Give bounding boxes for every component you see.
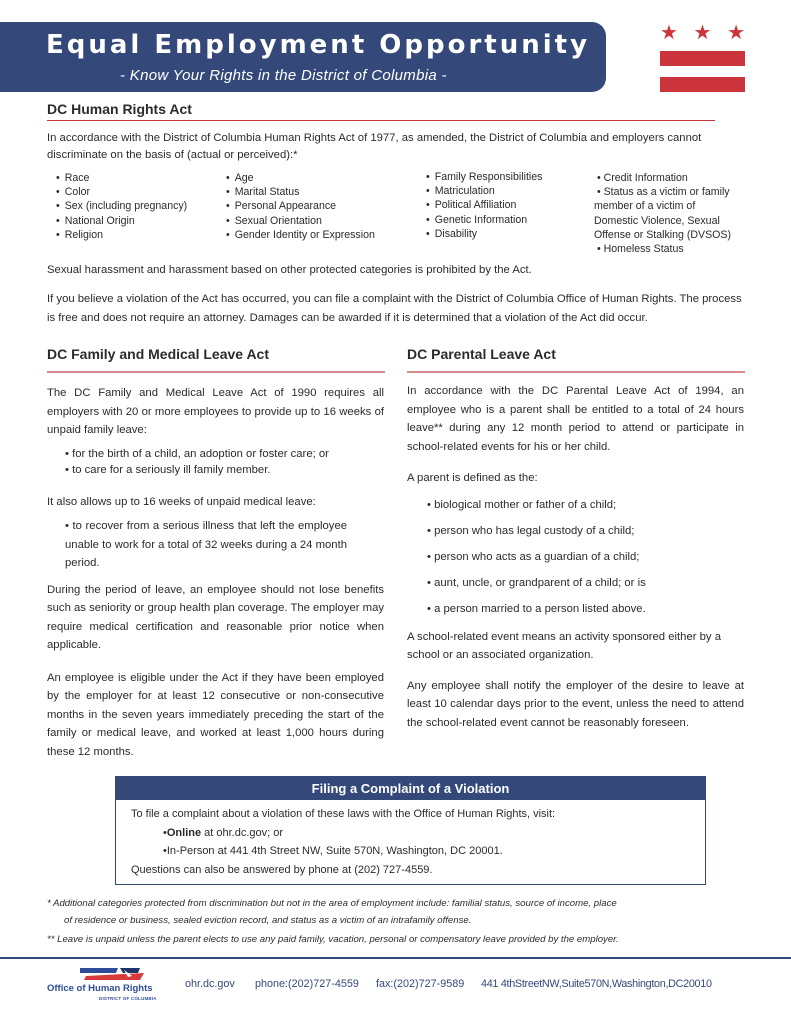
family-medical-p2: It also allows up to 16 weeks of unpaid medical leave: — [47, 495, 316, 508]
family-medical-p4: An employee is eligible under the Act if they have been employed by the employer for at least 12 consecutive or non-consecutive months in the seven years immediately preceding the start of the family or medical leave, and worked at least 1,000 hours during these 12 months. — [47, 671, 384, 758]
complaint-box — [115, 776, 706, 885]
protected-list-col1 — [56, 171, 187, 242]
list-item: • Color — [56, 185, 187, 199]
parental-p3: A school-related event means an activity sponsored either by a school or an associated organization. — [407, 630, 721, 661]
list-item: • Gender Identity or Expression — [226, 228, 375, 242]
list-item: • a person married to a person listed above. — [427, 596, 744, 622]
dc-flag-icon — [660, 24, 745, 94]
protected-list-col3 — [426, 170, 542, 241]
list-item: • Homeless Status — [594, 243, 684, 256]
family-leave-bullets — [47, 446, 384, 479]
list-item-continuation: Offense or Stalking (DVSOS) — [594, 228, 731, 241]
page-subtitle: - Know Your Rights in the District of Columbia - — [120, 67, 447, 84]
family-medical-heading-text: DC Family and Medical Leave Act — [47, 346, 269, 362]
list-item: • Matriculation — [426, 184, 542, 198]
family-medical-p3: During the period of leave, an employee should not lose benefits such as seniority or group health plan coverage. The employer may require medical certification and reasonable prior notice when applicable. — [47, 583, 384, 651]
complaint-phone: Questions can also be answered by phone at (202) 727-4559. — [131, 863, 433, 876]
list-item: • for the birth of a child, an adoption or foster care; or — [65, 446, 384, 463]
family-medical-heading — [47, 346, 385, 373]
complaint-in-person-item: • In-Person at 441 4th Street NW, Suite 570N, Washington, DC 20001. — [163, 842, 705, 861]
list-item: • Status as a victim or family — [594, 186, 730, 199]
list-item: • biological mother or father of a child; — [427, 492, 744, 518]
list-item-continuation: member of a victim of — [594, 200, 696, 213]
list-item: • Political Affiliation — [426, 198, 542, 212]
page-title: Equal Employment Opportunity — [46, 30, 591, 60]
ohr-logo-mark-icon — [80, 967, 144, 982]
parental-leave-heading-text: DC Parental Leave Act — [407, 346, 556, 362]
list-item: • Disability — [426, 227, 542, 241]
list-item: • Race — [56, 171, 187, 185]
online-label: Online — [166, 826, 202, 839]
human-rights-heading-text: DC Human Rights Act — [47, 101, 192, 117]
flag-bar — [660, 77, 745, 92]
footnote-2: ** Leave is unpaid unless the parent elects to use any paid family, vacation, personal or compensatory leave provided by the employer. — [47, 934, 619, 945]
protected-list-col2 — [226, 171, 375, 242]
list-item: • to recover from a serious illness that left the employee unable to work for a total of 32 weeks during a 24 month period. — [65, 517, 347, 573]
parental-p2: A parent is defined as the: — [407, 472, 538, 484]
harassment-text: Sexual harassment and harassment based on other protected categories is prohibited by the Act. — [47, 264, 532, 276]
ohr-logo — [47, 965, 157, 1010]
parental-p1: In accordance with the DC Parental Leave Act of 1994, an employee who is a parent shall be entitled to a total of 24 hours leave** during any 12 month period to attend or participate in school-related events for his or her child. — [407, 385, 744, 453]
human-rights-intro: In accordance with the District of Columbia Human Rights Act of 1977, as amended, the District of Columbia and employers cannot discriminate on the basis of (actual or perceived):* — [47, 132, 702, 161]
complaint-online-item — [163, 824, 705, 843]
family-medical-column — [47, 384, 384, 761]
list-item: • Credit Information — [594, 172, 688, 184]
list-item-continuation: Domestic Violence, Sexual — [594, 214, 720, 227]
medical-leave-bullets — [47, 517, 347, 573]
footer-divider — [0, 957, 791, 959]
list-item: • aunt, uncle, or grandparent of a child; or is — [427, 570, 744, 596]
footer-website-link[interactable]: ohr.dc.gov — [185, 978, 235, 990]
list-item: • Age — [226, 171, 375, 185]
complaint-options — [131, 824, 705, 861]
list-item: • Sex (including pregnancy) — [56, 199, 187, 213]
footnote-1: * Additional categories protected from discrimination but not in the area of employment include: familial status, source of income, place — [47, 898, 617, 909]
star-icon: ★ — [660, 22, 678, 44]
list-item: • person who acts as a guardian of a child; — [427, 544, 744, 570]
complaint-box-heading: Filing a Complaint of a Violation — [116, 777, 705, 800]
human-rights-heading — [47, 101, 715, 121]
complaint-intro: To file a complaint about a violation of these laws with the Office of Human Rights, visit: — [131, 808, 556, 820]
logo-subtitle: DISTRICT OF COLUMBIA — [99, 996, 157, 1001]
online-link-text[interactable]: at ohr.dc.gov; or — [201, 826, 284, 839]
complaint-info-text: If you believe a violation of the Act has occurred, you can file a complaint with the District of Columbia Office of Human Rights. The process is free and does not require an attorney. Damages can be awarded if it is determined that a violation of the Act did occur. — [47, 293, 742, 324]
star-icon: ★ — [693, 22, 712, 44]
list-item: • National Origin — [56, 214, 187, 228]
title-banner — [0, 22, 606, 92]
footnote-1-continued: of residence or business, sealed eviction record, and status as a victim of an intrafamily offense. — [64, 915, 472, 926]
list-item: • Religion — [56, 228, 187, 242]
parental-leave-heading — [407, 346, 745, 373]
list-item: • to care for a seriously ill family member. — [65, 462, 384, 479]
protected-list-col4 — [594, 171, 774, 256]
flag-bar — [660, 51, 745, 66]
footer-address: 441 4thStreetNW,Suite570N,Washington,DC20010 — [481, 978, 712, 990]
list-item: • Sexual Orientation — [226, 214, 375, 228]
parental-p4: Any employee shall notify the employer of the desire to leave at least 10 calendar days prior to the event, unless the need to attend the school-related event cannot be reasonably foreseen. — [407, 679, 744, 729]
family-medical-p1: The DC Family and Medical Leave Act of 1990 requires all employers with 20 or more employees to provide up to 16 weeks of unpaid family leave: — [47, 387, 384, 436]
footer-fax: fax:(202)727-9589 — [376, 978, 465, 990]
list-item: • Personal Appearance — [226, 199, 375, 213]
list-item: • Marital Status — [226, 185, 375, 199]
parent-definition-bullets — [407, 492, 744, 622]
footer-phone: phone:(202)727-4559 — [255, 978, 359, 990]
logo-name: Office of Human Rights — [47, 983, 153, 994]
list-item: • Family Responsibilities — [426, 170, 542, 184]
star-icon: ★ — [727, 22, 745, 44]
parental-leave-column — [407, 382, 744, 732]
list-item: • person who has legal custody of a child; — [427, 518, 744, 544]
list-item: • Genetic Information — [426, 213, 542, 227]
